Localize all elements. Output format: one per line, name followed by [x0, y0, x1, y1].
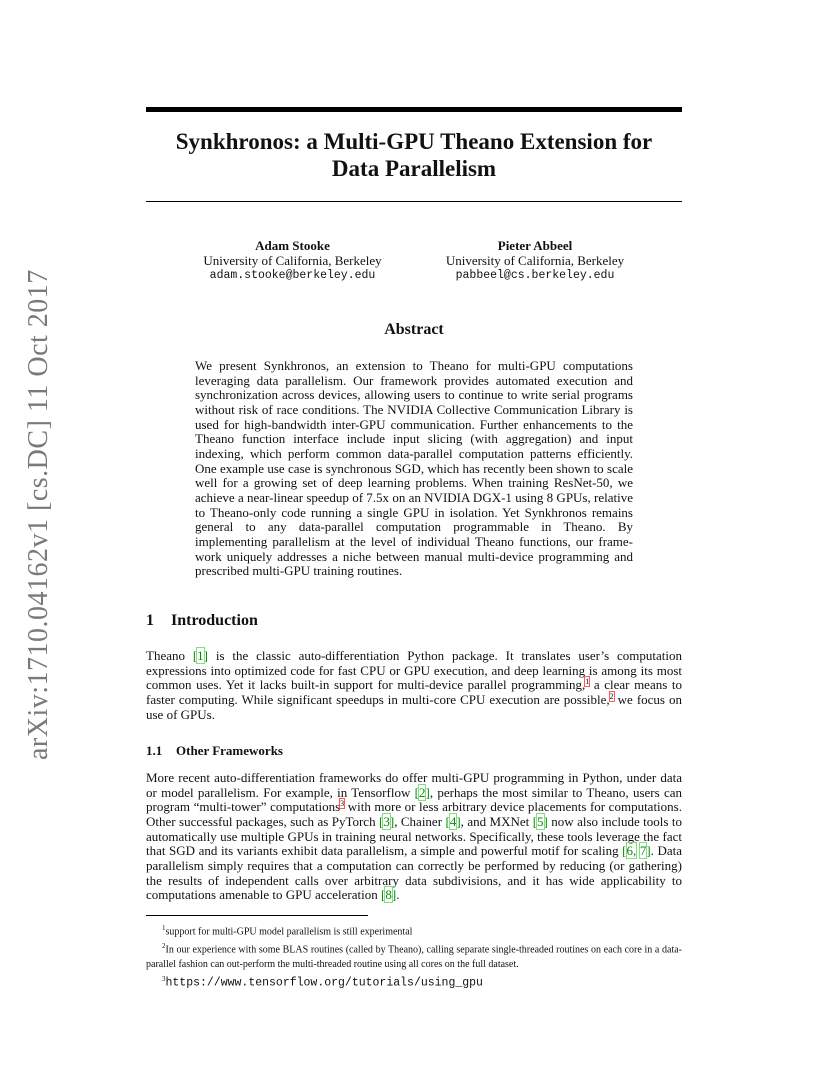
title-line-2: Data Parallelism [331, 156, 497, 181]
citation-number: 4 [449, 813, 457, 829]
abstract-heading: Abstract [384, 321, 444, 338]
footnote-mark: 1 [162, 924, 166, 932]
author-affiliation: University of California, Berkeley [203, 253, 382, 268]
citation-link[interactable]: [1] [192, 648, 209, 663]
citation-link[interactable]: [4] [445, 813, 461, 829]
footnote-ref[interactable]: 1 [585, 676, 590, 686]
footnote-text: In our experience with some BLAS routines (called by Theano), calling separate single-threaded routines on each core in a data-parallel fashion can out-perform the multi-threaded routine using all cores on the full dataset. [146, 944, 682, 970]
author-name: Pieter Abbeel [497, 238, 573, 253]
footnote-mark: 3 [162, 974, 166, 983]
footnote [146, 921, 682, 939]
text-run: is the classic auto-differentiation Python package. It translates user’s computation expressions into optimized code for fast CPU or GPU execution, and deep learning is among its most common uses. Yet it lacks built-in support for multi-device parallel programming, [146, 648, 682, 693]
text-run: a clear means to faster computing. While significant speedups in multi-core CPU execution are possible, [146, 677, 682, 707]
citation-number: 7 [639, 843, 647, 859]
abstract-text: We present Synkhronos, an extension to Theano for multi-GPU computations leveraging data parallelism. Our framework provides automated execution and synchronization across devices, allowing users to continue to write serial programs without risk of race conditions. The NVIDIA Collective Communication Library is used for high-bandwidth inter-GPU communication. Further enhancements to the Theano function interface include input slicing (with aggregation) and input indexing, which perform common data-parallel computation patterns efficiently. One example use case is synchronous SGD, which has recently been shown to scale well for a growing set of deep learning problems. When training ResNet-50, we achieve a near-linear speedup of 7.5x on an NVIDIA DGX-1 using 8 GPUs, relative to Theano-only code running a single GPU in isolation. Yet Synkhronos remains general to any data-parallel computation programmable in Theano. By implementing parallelism at the level of individual Theano functions, our frame-work uniquely addresses a niche between manual multi-device programming and prescribed multi-GPU training routines. [195, 358, 633, 579]
footnote-url[interactable]: https://www.tensorflow.org/tutorials/using_gpu [165, 975, 483, 989]
author-block [190, 238, 395, 283]
author-block [430, 238, 640, 283]
footnote-ref[interactable]: 2 [609, 691, 614, 701]
text-run: More recent auto-differentiation frameworks do offer multi-GPU programming in Python, under data or model parallelism. For example, in Tensorflow [146, 770, 682, 800]
citation-link[interactable]: [8] [381, 887, 397, 903]
citation-link[interactable]: [2] [414, 784, 430, 800]
text-run: we focus on use of GPUs. [146, 691, 682, 722]
author-email[interactable]: pabbeel@cs.berkeley.edu [455, 269, 615, 282]
citation-number: 1 [197, 648, 204, 663]
citation-number: 5 [537, 813, 544, 829]
text-run: . [396, 887, 400, 903]
footnote-ref[interactable]: 3 [340, 798, 345, 808]
citation-link[interactable]: [6, 7] [622, 843, 651, 859]
citation-number: 2 [418, 784, 426, 800]
title-top-rule [146, 107, 682, 112]
footnote-mark: 2 [162, 942, 166, 951]
footnote-text: support for multi-GPU model parallelism is still experimental [165, 926, 413, 938]
subsection-title: Other Frameworks [176, 743, 283, 758]
arxiv-side-stamp: arXiv:1710.04162v1 [cs.DC] 11 Oct 2017 [23, 269, 54, 760]
text-run: , Chainer [394, 813, 446, 829]
text-run: with more or less arbitrary device placements for computations. Other successful packages, such as PyTorch [146, 799, 682, 829]
citation-number: 3 [383, 813, 390, 829]
text-run: Theano [146, 648, 193, 663]
footnotes [146, 921, 682, 990]
text-run: , perhaps the most similar to Theano, users can program “multi-tower” computations [146, 784, 682, 815]
footnote [146, 939, 682, 971]
footnote-rule [146, 915, 368, 916]
paper-title [146, 128, 682, 182]
author-email[interactable]: adam.stooke@berkeley.edu [209, 269, 376, 282]
author-name: Adam Stooke [255, 238, 330, 253]
citation-link[interactable]: [5] [532, 813, 548, 829]
author-affiliation: University of California, Berkeley [445, 253, 625, 268]
title-bottom-rule [146, 201, 682, 202]
citation-number: 8 [385, 887, 392, 903]
intro-paragraph [146, 649, 682, 722]
text-run: now also include tools to automatically use multiple GPUs in training neural networks. Specifically, these tools leverage the fact that SGD and its variants exhibit data parallelism, a simple and powerful motif for scaling [146, 813, 683, 859]
title-line-1: Synkhronos: a Multi-GPU Theano Extension for [175, 129, 653, 154]
section-title: Introduction [171, 612, 258, 629]
subsection-number: 1.1 [146, 743, 163, 758]
subsection-heading [146, 743, 283, 759]
section-number: 1 [146, 612, 154, 629]
citation-link[interactable]: [3] [379, 813, 395, 829]
citation-number: 6, [626, 843, 637, 859]
section-heading [146, 612, 258, 630]
text-run: . Data parallelism simply requires that a computation can correctly be performed by reducing (or gathering) the results of independent calls over arbitrary data subdivisions, and it has wide applicability to computations amenable to GPU acceleration [146, 843, 683, 903]
text-run: , and MXNet [460, 813, 533, 829]
footnote [146, 972, 682, 990]
frameworks-paragraph [146, 771, 682, 903]
